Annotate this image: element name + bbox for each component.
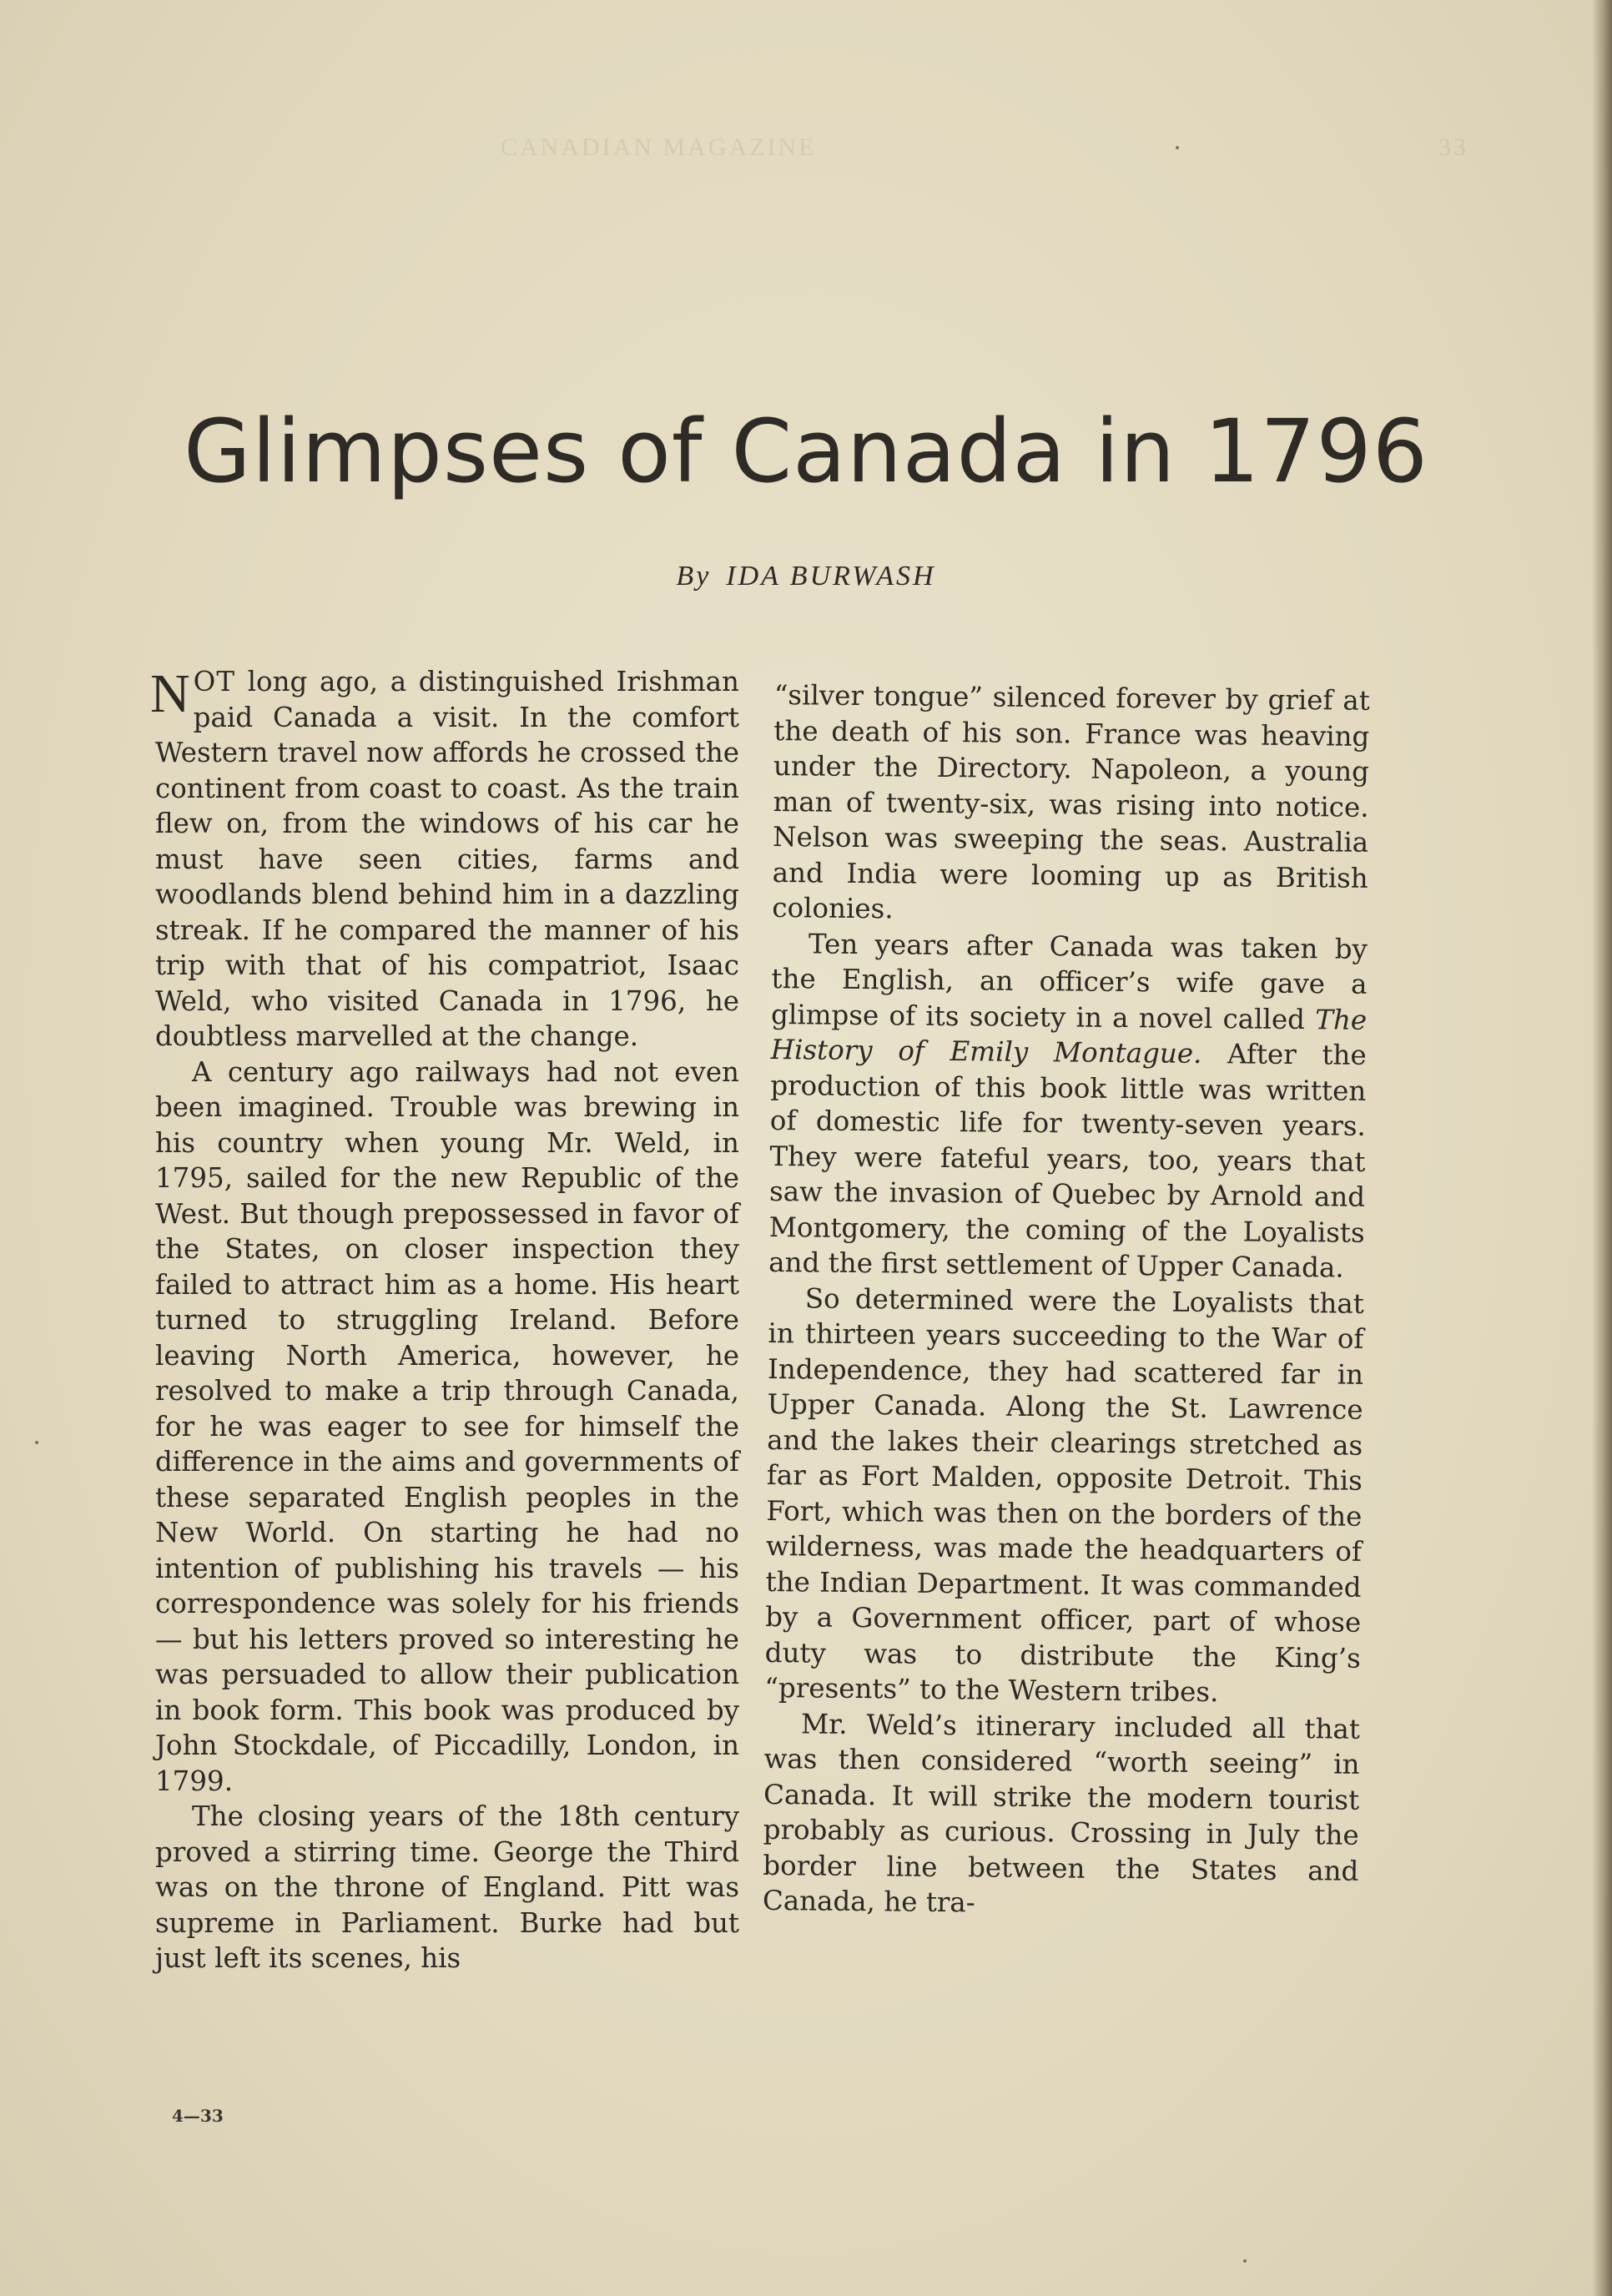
lead-in: OT xyxy=(193,666,235,697)
paragraph-7: Mr. Weld’s itinerary included all that was then considered “worth seeing” in Canada. It will strike the modern tourist probably as curious. Crossing in July the border line between the States and Canada, he tra- xyxy=(762,1707,1361,1919)
book-title: The History of Emily Montague. xyxy=(770,1003,1368,1070)
left-column xyxy=(150,663,739,1976)
right-column xyxy=(763,677,1370,1924)
paragraph-1 xyxy=(150,663,739,1055)
paragraph-6: So determined were the Loyalists that in thirteen years succeeding to the War of Independence, they had scattered far in Upper Canada. Along the St. Lawrence and the lakes their clearings stretched as far as Fort Malden, opposite Detroit. This Fort, which was then on the borders of the wilderness, was made the headquarters of the Indian Department. It was commanded by a Government officer, part of whose duty was to distribute the King’s “presents” to the Western tribes. xyxy=(764,1281,1365,1709)
paragraph-2: A century ago railways had not even been imagined. Trouble was brewing in his country when young Mr. Weld, in 1795, sailed for the new Republic of the West. But though prepossessed in favor of the States, on closer inspection they failed to attract him as a home. His heart turned to struggling Ireland. Before leaving North America, however, he resolved to make a trip through Canada, for he was eager to see for himself the difference in the aims and governments of these separated English peoples in the New World. On starting he had no intention of publishing his travels — his correspondence was solely for his friends — but his letters proved so interesting he was persuaded to allow their publication in book form. This book was produced by John Stockdale, of Piccadilly, London, in 1799. xyxy=(155,1055,739,1797)
drop-cap: N xyxy=(150,663,190,724)
bleed-through-page-number: 33 xyxy=(1438,133,1468,161)
paper-speck xyxy=(35,1441,38,1444)
paragraph-4: “silver tongue” silenced forever by grief at the death of his son. France was heaving under the Directory. Napoleon, a young man of twenty-six, was rising into notice. Nelson was sweeping the seas. Australia and India were looming up as British colonies. xyxy=(772,678,1370,925)
bleed-through-title: CANADIAN MAGAZINE xyxy=(501,133,817,161)
byline xyxy=(0,561,1612,592)
paper-speck xyxy=(1243,2259,1247,2263)
bleed-through-running-header xyxy=(501,133,1468,162)
paragraph-1-text: long ago, a distinguished Irishman paid Canada a visit. In the comfort Western travel now affords he crossed the continent from coast to coast. As the train flew on, from the windows of his car he must have seen cities, farms and woodlands blend behind him in a dazzling streak. If he compared the manner of his trip with that of his compatriot, Isaac Weld, who visited Canada in 1796, he doubtless marvelled at the change. xyxy=(155,666,739,1052)
page-edge-shadow xyxy=(1592,0,1612,2296)
paragraph-3: The closing years of the 18th century proved a stirring time. George the Third was on the throne of England. Pitt was supreme in Parliament. Burke had but just left its scenes, his xyxy=(155,1800,739,1974)
paragraph-5-text-a: Ten years after Canada was taken by the English, an officer’s wife gave a glimpse of its society in a novel called xyxy=(770,927,1368,1035)
byline-prefix: By xyxy=(676,561,712,592)
paragraph-5-text-b: After the production of this book little was written of domestic life for twenty-seven years. They were fateful years, too, years that saw the invasion of Quebec by Arnold and Montgomery, the coming of the Loyalists and the first settlement of Upper Canada. xyxy=(768,1037,1367,1284)
author-name: IDA BURWASH xyxy=(726,561,936,592)
paragraph-5 xyxy=(768,925,1368,1286)
paper-speck xyxy=(1176,146,1179,149)
article-title: Glimpses of Canada in 1796 xyxy=(184,400,1428,502)
signature-mark: 4—33 xyxy=(172,2106,224,2126)
